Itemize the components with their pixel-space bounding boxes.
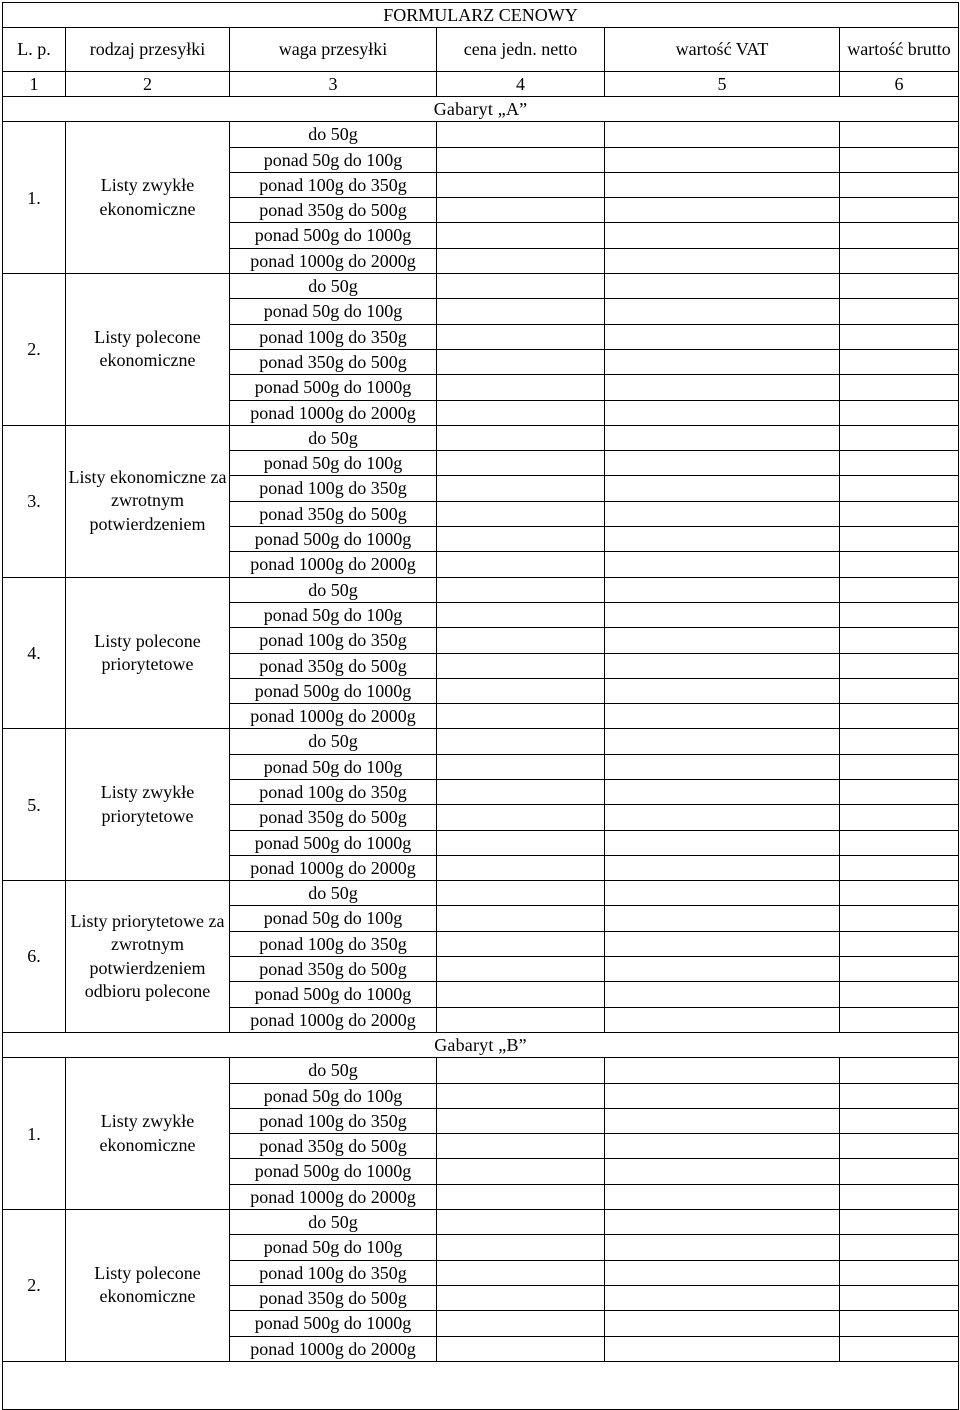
price-net-cell[interactable]	[437, 274, 605, 299]
gross-value-cell[interactable]	[840, 1184, 959, 1209]
price-net-cell[interactable]	[437, 122, 605, 147]
vat-value-cell[interactable]	[605, 147, 840, 172]
shipment-type: Listy polecone ekonomiczne	[66, 1210, 230, 1362]
section-header: Gabaryt „B”	[3, 1032, 959, 1057]
vat-value-cell[interactable]	[605, 982, 840, 1007]
gross-value-cell[interactable]	[840, 704, 959, 729]
weight-range: ponad 50g do 100g	[230, 1235, 437, 1260]
price-net-cell[interactable]	[437, 451, 605, 476]
price-net-cell[interactable]	[437, 172, 605, 197]
group-number: 1.	[3, 1058, 66, 1210]
gross-value-cell[interactable]	[840, 957, 959, 982]
price-form-table	[2, 2, 959, 1410]
header-vat: wartość VAT	[605, 27, 840, 71]
empty-footer-row	[3, 1361, 959, 1409]
vat-value-cell[interactable]	[605, 122, 840, 147]
price-net-cell[interactable]	[437, 1235, 605, 1260]
vat-value-cell[interactable]	[605, 729, 840, 754]
price-net-cell[interactable]	[437, 1336, 605, 1361]
price-net-cell[interactable]	[437, 957, 605, 982]
gross-value-cell[interactable]	[840, 830, 959, 855]
weight-range: ponad 50g do 100g	[230, 906, 437, 931]
weight-range: ponad 50g do 100g	[230, 451, 437, 476]
price-net-cell[interactable]	[437, 1083, 605, 1108]
price-net-cell[interactable]	[437, 349, 605, 374]
gross-value-cell[interactable]	[840, 274, 959, 299]
price-net-cell[interactable]	[437, 678, 605, 703]
vat-value-cell[interactable]	[605, 501, 840, 526]
gross-value-cell[interactable]	[840, 1007, 959, 1032]
weight-range: ponad 500g do 1000g	[230, 1159, 437, 1184]
price-net-cell[interactable]	[437, 1058, 605, 1083]
gross-value-cell[interactable]	[840, 122, 959, 147]
vat-value-cell[interactable]	[605, 1235, 840, 1260]
group-number: 2.	[3, 1210, 66, 1362]
weight-range: ponad 350g do 500g	[230, 198, 437, 223]
header-lp: L. p.	[3, 27, 66, 71]
group-number: 2.	[3, 274, 66, 426]
price-net-cell[interactable]	[437, 780, 605, 805]
header-waga: waga przesyłki	[230, 27, 437, 71]
gross-value-cell[interactable]	[840, 1260, 959, 1285]
gross-value-cell[interactable]	[840, 982, 959, 1007]
weight-range: ponad 500g do 1000g	[230, 982, 437, 1007]
gross-value-cell[interactable]	[840, 1108, 959, 1133]
gross-value-cell[interactable]	[840, 172, 959, 197]
gross-value-cell[interactable]	[840, 1285, 959, 1310]
weight-range: do 50g	[230, 122, 437, 147]
gross-value-cell[interactable]	[840, 577, 959, 602]
vat-value-cell[interactable]	[605, 805, 840, 830]
weight-range: ponad 1000g do 2000g	[230, 400, 437, 425]
gross-value-cell[interactable]	[840, 375, 959, 400]
header-cena: cena jedn. netto	[437, 27, 605, 71]
price-net-cell[interactable]	[437, 855, 605, 880]
gross-value-cell[interactable]	[840, 729, 959, 754]
weight-range: ponad 350g do 500g	[230, 653, 437, 678]
gross-value-cell[interactable]	[840, 552, 959, 577]
vat-value-cell[interactable]	[605, 476, 840, 501]
price-net-cell[interactable]	[437, 501, 605, 526]
shipment-type: Listy polecone priorytetowe	[66, 577, 230, 729]
weight-range: ponad 100g do 350g	[230, 476, 437, 501]
table-row	[3, 1058, 959, 1083]
column-number: 6	[840, 71, 959, 96]
header-brutto: wartość brutto	[840, 27, 959, 71]
gross-value-cell[interactable]	[840, 1083, 959, 1108]
group-number: 3.	[3, 425, 66, 577]
price-form-body	[3, 3, 959, 1410]
vat-value-cell[interactable]	[605, 349, 840, 374]
group-number: 4.	[3, 577, 66, 729]
vat-value-cell[interactable]	[605, 324, 840, 349]
price-net-cell[interactable]	[437, 906, 605, 931]
weight-range: ponad 50g do 100g	[230, 1083, 437, 1108]
price-net-cell[interactable]	[437, 375, 605, 400]
header-rodzaj: rodzaj przesyłki	[66, 27, 230, 71]
weight-range: ponad 50g do 100g	[230, 602, 437, 627]
table-row	[3, 122, 959, 147]
gross-value-cell[interactable]	[840, 425, 959, 450]
vat-value-cell[interactable]	[605, 1007, 840, 1032]
weight-range: do 50g	[230, 1058, 437, 1083]
weight-range: ponad 100g do 350g	[230, 931, 437, 956]
gross-value-cell[interactable]	[840, 754, 959, 779]
vat-value-cell[interactable]	[605, 1210, 840, 1235]
gross-value-cell[interactable]	[840, 476, 959, 501]
shipment-type: Listy ekonomiczne za zwrotnym potwierdzeniem	[66, 425, 230, 577]
price-net-cell[interactable]	[437, 805, 605, 830]
price-net-cell[interactable]	[437, 1184, 605, 1209]
vat-value-cell[interactable]	[605, 274, 840, 299]
gross-value-cell[interactable]	[840, 400, 959, 425]
vat-value-cell[interactable]	[605, 1311, 840, 1336]
price-net-cell[interactable]	[437, 1311, 605, 1336]
price-net-cell[interactable]	[437, 552, 605, 577]
gross-value-cell[interactable]	[840, 602, 959, 627]
weight-range: ponad 350g do 500g	[230, 1285, 437, 1310]
gross-value-cell[interactable]	[840, 780, 959, 805]
table-row	[3, 425, 959, 450]
price-net-cell[interactable]	[437, 704, 605, 729]
weight-range: ponad 500g do 1000g	[230, 527, 437, 552]
vat-value-cell[interactable]	[605, 754, 840, 779]
vat-value-cell[interactable]	[605, 628, 840, 653]
vat-value-cell[interactable]	[605, 198, 840, 223]
vat-value-cell[interactable]	[605, 1260, 840, 1285]
weight-range: ponad 100g do 350g	[230, 324, 437, 349]
form-title: FORMULARZ CENOWY	[3, 3, 959, 28]
price-net-cell[interactable]	[437, 1159, 605, 1184]
gross-value-cell[interactable]	[840, 1159, 959, 1184]
weight-range: ponad 100g do 350g	[230, 1108, 437, 1133]
vat-value-cell[interactable]	[605, 223, 840, 248]
gross-value-cell[interactable]	[840, 628, 959, 653]
gross-value-cell[interactable]	[840, 1210, 959, 1235]
vat-value-cell[interactable]	[605, 1336, 840, 1361]
vat-value-cell[interactable]	[605, 299, 840, 324]
weight-range: ponad 1000g do 2000g	[230, 1336, 437, 1361]
gross-value-cell[interactable]	[840, 223, 959, 248]
gross-value-cell[interactable]	[840, 527, 959, 552]
gross-value-cell[interactable]	[840, 198, 959, 223]
weight-range: do 50g	[230, 425, 437, 450]
shipment-type: Listy zwykłe ekonomiczne	[66, 1058, 230, 1210]
vat-value-cell[interactable]	[605, 1108, 840, 1133]
weight-range: ponad 100g do 350g	[230, 1260, 437, 1285]
vat-value-cell[interactable]	[605, 653, 840, 678]
gross-value-cell[interactable]	[840, 349, 959, 374]
column-number: 1	[3, 71, 66, 96]
weight-range: do 50g	[230, 881, 437, 906]
price-net-cell[interactable]	[437, 602, 605, 627]
gross-value-cell[interactable]	[840, 501, 959, 526]
gross-value-cell[interactable]	[840, 805, 959, 830]
price-net-cell[interactable]	[437, 324, 605, 349]
weight-range: ponad 1000g do 2000g	[230, 552, 437, 577]
vat-value-cell[interactable]	[605, 931, 840, 956]
price-net-cell[interactable]	[437, 1210, 605, 1235]
column-number: 5	[605, 71, 840, 96]
vat-value-cell[interactable]	[605, 1134, 840, 1159]
price-net-cell[interactable]	[437, 982, 605, 1007]
gross-value-cell[interactable]	[840, 1311, 959, 1336]
price-net-cell[interactable]	[437, 147, 605, 172]
weight-range: ponad 500g do 1000g	[230, 223, 437, 248]
weight-range: ponad 500g do 1000g	[230, 375, 437, 400]
gross-value-cell[interactable]	[840, 324, 959, 349]
group-number: 6.	[3, 881, 66, 1033]
price-net-cell[interactable]	[437, 299, 605, 324]
price-net-cell[interactable]	[437, 754, 605, 779]
weight-range: ponad 500g do 1000g	[230, 1311, 437, 1336]
vat-value-cell[interactable]	[605, 704, 840, 729]
weight-range: ponad 500g do 1000g	[230, 830, 437, 855]
weight-range: ponad 350g do 500g	[230, 1134, 437, 1159]
gross-value-cell[interactable]	[840, 931, 959, 956]
vat-value-cell[interactable]	[605, 1285, 840, 1310]
price-net-cell[interactable]	[437, 223, 605, 248]
gross-value-cell[interactable]	[840, 1058, 959, 1083]
shipment-type: Listy zwykłe ekonomiczne	[66, 122, 230, 274]
weight-range: ponad 350g do 500g	[230, 349, 437, 374]
gross-value-cell[interactable]	[840, 906, 959, 931]
vat-value-cell[interactable]	[605, 957, 840, 982]
weight-range: ponad 1000g do 2000g	[230, 855, 437, 880]
gross-value-cell[interactable]	[840, 1235, 959, 1260]
gross-value-cell[interactable]	[840, 248, 959, 273]
column-number: 4	[437, 71, 605, 96]
vat-value-cell[interactable]	[605, 172, 840, 197]
vat-value-cell[interactable]	[605, 527, 840, 552]
table-row	[3, 274, 959, 299]
weight-range: do 50g	[230, 729, 437, 754]
vat-value-cell[interactable]	[605, 552, 840, 577]
price-net-cell[interactable]	[437, 628, 605, 653]
gross-value-cell[interactable]	[840, 678, 959, 703]
weight-range: ponad 100g do 350g	[230, 628, 437, 653]
shipment-type: Listy priorytetowe za zwrotnym potwierdzeniem odbioru polecone	[66, 881, 230, 1033]
weight-range: ponad 100g do 350g	[230, 172, 437, 197]
gross-value-cell[interactable]	[840, 653, 959, 678]
weight-range: ponad 350g do 500g	[230, 957, 437, 982]
column-number: 2	[66, 71, 230, 96]
gross-value-cell[interactable]	[840, 1336, 959, 1361]
price-net-cell[interactable]	[437, 830, 605, 855]
group-number: 1.	[3, 122, 66, 274]
price-net-cell[interactable]	[437, 1007, 605, 1032]
vat-value-cell[interactable]	[605, 375, 840, 400]
price-net-cell[interactable]	[437, 400, 605, 425]
weight-range: ponad 50g do 100g	[230, 299, 437, 324]
price-net-cell[interactable]	[437, 198, 605, 223]
vat-value-cell[interactable]	[605, 1159, 840, 1184]
table-row	[3, 577, 959, 602]
vat-value-cell[interactable]	[605, 425, 840, 450]
vat-value-cell[interactable]	[605, 906, 840, 931]
table-row	[3, 881, 959, 906]
price-net-cell[interactable]	[437, 881, 605, 906]
vat-value-cell[interactable]	[605, 780, 840, 805]
shipment-type: Listy polecone ekonomiczne	[66, 274, 230, 426]
vat-value-cell[interactable]	[605, 1184, 840, 1209]
vat-value-cell[interactable]	[605, 830, 840, 855]
weight-range: do 50g	[230, 577, 437, 602]
vat-value-cell[interactable]	[605, 400, 840, 425]
weight-range: ponad 350g do 500g	[230, 501, 437, 526]
weight-range: ponad 1000g do 2000g	[230, 1007, 437, 1032]
price-net-cell[interactable]	[437, 729, 605, 754]
gross-value-cell[interactable]	[840, 451, 959, 476]
weight-range: do 50g	[230, 274, 437, 299]
gross-value-cell[interactable]	[840, 147, 959, 172]
vat-value-cell[interactable]	[605, 248, 840, 273]
gross-value-cell[interactable]	[840, 881, 959, 906]
weight-range: ponad 500g do 1000g	[230, 678, 437, 703]
empty-footer-cell	[3, 1361, 959, 1409]
weight-range: ponad 1000g do 2000g	[230, 1184, 437, 1209]
weight-range: ponad 350g do 500g	[230, 805, 437, 830]
gross-value-cell[interactable]	[840, 299, 959, 324]
weight-range: ponad 100g do 350g	[230, 780, 437, 805]
weight-range: do 50g	[230, 1210, 437, 1235]
price-net-cell[interactable]	[437, 248, 605, 273]
price-net-cell[interactable]	[437, 1134, 605, 1159]
vat-value-cell[interactable]	[605, 451, 840, 476]
price-net-cell[interactable]	[437, 425, 605, 450]
weight-range: ponad 1000g do 2000g	[230, 704, 437, 729]
weight-range: ponad 50g do 100g	[230, 147, 437, 172]
gross-value-cell[interactable]	[840, 855, 959, 880]
price-net-cell[interactable]	[437, 476, 605, 501]
price-net-cell[interactable]	[437, 527, 605, 552]
table-row	[3, 729, 959, 754]
price-net-cell[interactable]	[437, 577, 605, 602]
vat-value-cell[interactable]	[605, 1083, 840, 1108]
vat-value-cell[interactable]	[605, 1058, 840, 1083]
column-number: 3	[230, 71, 437, 96]
vat-value-cell[interactable]	[605, 881, 840, 906]
shipment-type: Listy zwykłe priorytetowe	[66, 729, 230, 881]
price-net-cell[interactable]	[437, 653, 605, 678]
table-row	[3, 1210, 959, 1235]
weight-range: ponad 1000g do 2000g	[230, 248, 437, 273]
price-net-cell[interactable]	[437, 1285, 605, 1310]
section-header: Gabaryt „A”	[3, 96, 959, 121]
vat-value-cell[interactable]	[605, 602, 840, 627]
gross-value-cell[interactable]	[840, 1134, 959, 1159]
price-net-cell[interactable]	[437, 1108, 605, 1133]
price-net-cell[interactable]	[437, 931, 605, 956]
vat-value-cell[interactable]	[605, 577, 840, 602]
vat-value-cell[interactable]	[605, 678, 840, 703]
price-net-cell[interactable]	[437, 1260, 605, 1285]
weight-range: ponad 50g do 100g	[230, 754, 437, 779]
vat-value-cell[interactable]	[605, 855, 840, 880]
group-number: 5.	[3, 729, 66, 881]
